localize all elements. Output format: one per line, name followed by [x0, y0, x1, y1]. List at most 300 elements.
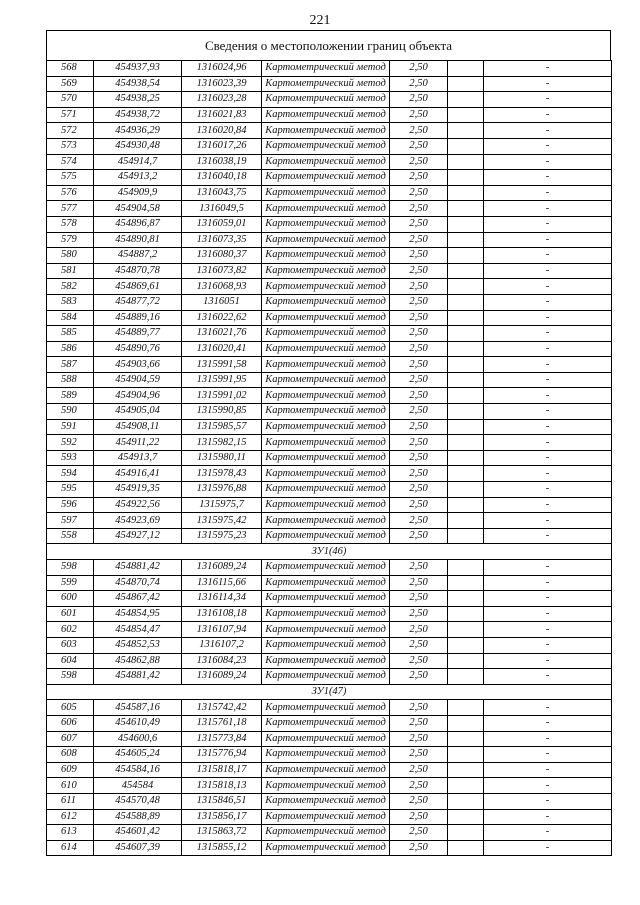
- y-coordinate-cell: 1316059,01: [182, 216, 262, 232]
- note-cell: -: [484, 637, 612, 653]
- y-coordinate-cell: 1316024,96: [182, 61, 262, 77]
- accuracy-cell: 2,50: [390, 731, 448, 747]
- method-cell: Картометрический метод: [262, 450, 390, 466]
- empty-cell: [448, 107, 484, 123]
- note-cell: -: [484, 700, 612, 716]
- table-row: [47, 185, 612, 201]
- x-coordinate-cell: 454607,39: [94, 840, 182, 856]
- method-cell: Картометрический метод: [262, 294, 390, 310]
- y-coordinate-cell: 1315990,85: [182, 404, 262, 420]
- empty-cell: [448, 606, 484, 622]
- y-coordinate-cell: 1315776,94: [182, 747, 262, 763]
- table-row: [47, 123, 612, 139]
- point-number-cell: 613: [47, 825, 94, 841]
- empty-cell: [448, 357, 484, 373]
- table-row: [47, 201, 612, 217]
- point-number-cell: 585: [47, 326, 94, 342]
- note-cell: -: [484, 294, 612, 310]
- y-coordinate-cell: 1316017,26: [182, 138, 262, 154]
- empty-cell: [448, 232, 484, 248]
- table-row: [47, 731, 612, 747]
- point-number-cell: 581: [47, 263, 94, 279]
- y-coordinate-cell: 1315975,23: [182, 528, 262, 544]
- note-cell: -: [484, 497, 612, 513]
- accuracy-cell: 2,50: [390, 216, 448, 232]
- section-row: [47, 544, 612, 560]
- x-coordinate-cell: 454570,48: [94, 793, 182, 809]
- boundary-table-sheet: [46, 30, 611, 856]
- note-cell: -: [484, 809, 612, 825]
- method-cell: Картометрический метод: [262, 419, 390, 435]
- note-cell: -: [484, 591, 612, 607]
- x-coordinate-cell: 454867,42: [94, 591, 182, 607]
- note-cell: -: [484, 622, 612, 638]
- accuracy-cell: 2,50: [390, 466, 448, 482]
- x-coordinate-cell: 454904,58: [94, 201, 182, 217]
- note-cell: -: [484, 154, 612, 170]
- table-row: [47, 310, 612, 326]
- accuracy-cell: 2,50: [390, 154, 448, 170]
- point-number-cell: 608: [47, 747, 94, 763]
- x-coordinate-cell: 454938,25: [94, 92, 182, 108]
- x-coordinate-cell: 454937,93: [94, 61, 182, 77]
- point-number-cell: 573: [47, 138, 94, 154]
- point-number-cell: 594: [47, 466, 94, 482]
- point-number-cell: 607: [47, 731, 94, 747]
- y-coordinate-cell: 1316021,83: [182, 107, 262, 123]
- point-number-cell: 572: [47, 123, 94, 139]
- table-row: [47, 700, 612, 716]
- point-number-cell: 593: [47, 450, 94, 466]
- y-coordinate-cell: 1315978,43: [182, 466, 262, 482]
- empty-cell: [448, 575, 484, 591]
- x-coordinate-cell: 454881,42: [94, 669, 182, 685]
- y-coordinate-cell: 1316089,24: [182, 560, 262, 576]
- point-number-cell: 582: [47, 279, 94, 295]
- x-coordinate-cell: 454862,88: [94, 653, 182, 669]
- table-title: Сведения о местоположении границ объекта: [46, 30, 611, 60]
- method-cell: Картометрический метод: [262, 248, 390, 264]
- accuracy-cell: 2,50: [390, 263, 448, 279]
- empty-cell: [448, 731, 484, 747]
- method-cell: Картометрический метод: [262, 154, 390, 170]
- empty-cell: [448, 372, 484, 388]
- note-cell: -: [484, 825, 612, 841]
- note-cell: -: [484, 762, 612, 778]
- point-number-cell: 592: [47, 435, 94, 451]
- method-cell: Картометрический метод: [262, 76, 390, 92]
- x-coordinate-cell: 454605,24: [94, 747, 182, 763]
- point-number-cell: 588: [47, 372, 94, 388]
- empty-cell: [448, 513, 484, 529]
- table-row: [47, 809, 612, 825]
- table-row: [47, 715, 612, 731]
- accuracy-cell: 2,50: [390, 294, 448, 310]
- table-row: [47, 216, 612, 232]
- y-coordinate-cell: 1315863,72: [182, 825, 262, 841]
- method-cell: Картометрический метод: [262, 528, 390, 544]
- y-coordinate-cell: 1315761,18: [182, 715, 262, 731]
- method-cell: Картометрический метод: [262, 388, 390, 404]
- y-coordinate-cell: 1315975,42: [182, 513, 262, 529]
- table-row: [47, 793, 612, 809]
- x-coordinate-cell: 454914,7: [94, 154, 182, 170]
- empty-cell: [448, 622, 484, 638]
- table-row: [47, 76, 612, 92]
- empty-cell: [448, 263, 484, 279]
- x-coordinate-cell: 454584: [94, 778, 182, 794]
- empty-cell: [448, 450, 484, 466]
- note-cell: -: [484, 528, 612, 544]
- accuracy-cell: 2,50: [390, 92, 448, 108]
- y-coordinate-cell: 1315991,02: [182, 388, 262, 404]
- empty-cell: [448, 419, 484, 435]
- x-coordinate-cell: 454587,16: [94, 700, 182, 716]
- point-number-cell: 600: [47, 591, 94, 607]
- x-coordinate-cell: 454909,9: [94, 185, 182, 201]
- y-coordinate-cell: 1315855,12: [182, 840, 262, 856]
- empty-cell: [448, 653, 484, 669]
- point-number-cell: 598: [47, 669, 94, 685]
- y-coordinate-cell: 1315773,84: [182, 731, 262, 747]
- empty-cell: [448, 185, 484, 201]
- method-cell: Картометрический метод: [262, 185, 390, 201]
- note-cell: -: [484, 326, 612, 342]
- x-coordinate-cell: 454600,6: [94, 731, 182, 747]
- method-cell: Картометрический метод: [262, 404, 390, 420]
- empty-cell: [448, 326, 484, 342]
- y-coordinate-cell: 1315846,51: [182, 793, 262, 809]
- note-cell: -: [484, 201, 612, 217]
- y-coordinate-cell: 1315742,42: [182, 700, 262, 716]
- accuracy-cell: 2,50: [390, 778, 448, 794]
- empty-cell: [448, 341, 484, 357]
- table-row: [47, 840, 612, 856]
- point-number-cell: 601: [47, 606, 94, 622]
- y-coordinate-cell: 1316023,39: [182, 76, 262, 92]
- point-number-cell: 590: [47, 404, 94, 420]
- x-coordinate-cell: 454938,54: [94, 76, 182, 92]
- x-coordinate-cell: 454887,2: [94, 248, 182, 264]
- y-coordinate-cell: 1315991,58: [182, 357, 262, 373]
- accuracy-cell: 2,50: [390, 310, 448, 326]
- method-cell: Картометрический метод: [262, 232, 390, 248]
- note-cell: -: [484, 731, 612, 747]
- y-coordinate-cell: 1315975,7: [182, 497, 262, 513]
- empty-cell: [448, 482, 484, 498]
- method-cell: Картометрический метод: [262, 840, 390, 856]
- table-row: [47, 388, 612, 404]
- method-cell: Картометрический метод: [262, 372, 390, 388]
- point-number-cell: 598: [47, 560, 94, 576]
- point-number-cell: 575: [47, 170, 94, 186]
- note-cell: -: [484, 404, 612, 420]
- method-cell: Картометрический метод: [262, 435, 390, 451]
- empty-cell: [448, 715, 484, 731]
- x-coordinate-cell: 454890,76: [94, 341, 182, 357]
- point-number-cell: 580: [47, 248, 94, 264]
- accuracy-cell: 2,50: [390, 123, 448, 139]
- note-cell: -: [484, 466, 612, 482]
- empty-cell: [448, 201, 484, 217]
- empty-cell: [448, 123, 484, 139]
- table-row: [47, 232, 612, 248]
- section-label: ЗУ1(46): [47, 544, 612, 560]
- table-row: [47, 404, 612, 420]
- note-cell: -: [484, 840, 612, 856]
- empty-cell: [448, 825, 484, 841]
- x-coordinate-cell: 454870,78: [94, 263, 182, 279]
- note-cell: -: [484, 279, 612, 295]
- method-cell: Картометрический метод: [262, 216, 390, 232]
- y-coordinate-cell: 1316021,76: [182, 326, 262, 342]
- note-cell: -: [484, 123, 612, 139]
- method-cell: Картометрический метод: [262, 731, 390, 747]
- method-cell: Картометрический метод: [262, 92, 390, 108]
- note-cell: -: [484, 216, 612, 232]
- empty-cell: [448, 560, 484, 576]
- method-cell: Картометрический метод: [262, 560, 390, 576]
- method-cell: Картометрический метод: [262, 123, 390, 139]
- table-row: [47, 591, 612, 607]
- point-number-cell: 569: [47, 76, 94, 92]
- method-cell: Картометрический метод: [262, 482, 390, 498]
- point-number-cell: 614: [47, 840, 94, 856]
- accuracy-cell: 2,50: [390, 528, 448, 544]
- point-number-cell: 606: [47, 715, 94, 731]
- accuracy-cell: 2,50: [390, 762, 448, 778]
- method-cell: Картометрический метод: [262, 809, 390, 825]
- empty-cell: [448, 138, 484, 154]
- x-coordinate-cell: 454588,89: [94, 809, 182, 825]
- empty-cell: [448, 76, 484, 92]
- note-cell: -: [484, 357, 612, 373]
- method-cell: Картометрический метод: [262, 341, 390, 357]
- method-cell: Картометрический метод: [262, 575, 390, 591]
- x-coordinate-cell: 454601,42: [94, 825, 182, 841]
- note-cell: -: [484, 747, 612, 763]
- note-cell: -: [484, 372, 612, 388]
- table-row: [47, 513, 612, 529]
- table-row: [47, 61, 612, 77]
- empty-cell: [448, 762, 484, 778]
- y-coordinate-cell: 1316108,18: [182, 606, 262, 622]
- empty-cell: [448, 170, 484, 186]
- empty-cell: [448, 778, 484, 794]
- empty-cell: [448, 528, 484, 544]
- point-number-cell: 586: [47, 341, 94, 357]
- note-cell: -: [484, 341, 612, 357]
- table-row: [47, 450, 612, 466]
- accuracy-cell: 2,50: [390, 715, 448, 731]
- empty-cell: [448, 497, 484, 513]
- table-row: [47, 341, 612, 357]
- point-number-cell: 604: [47, 653, 94, 669]
- empty-cell: [448, 154, 484, 170]
- point-number-cell: 578: [47, 216, 94, 232]
- table-row: [47, 497, 612, 513]
- accuracy-cell: 2,50: [390, 61, 448, 77]
- empty-cell: [448, 700, 484, 716]
- note-cell: -: [484, 232, 612, 248]
- y-coordinate-cell: 1315818,17: [182, 762, 262, 778]
- y-coordinate-cell: 1315818,13: [182, 778, 262, 794]
- y-coordinate-cell: 1315985,57: [182, 419, 262, 435]
- table-row: [47, 279, 612, 295]
- x-coordinate-cell: 454854,47: [94, 622, 182, 638]
- accuracy-cell: 2,50: [390, 341, 448, 357]
- method-cell: Картометрический метод: [262, 310, 390, 326]
- x-coordinate-cell: 454903,66: [94, 357, 182, 373]
- point-number-cell: 612: [47, 809, 94, 825]
- accuracy-cell: 2,50: [390, 591, 448, 607]
- method-cell: Картометрический метод: [262, 466, 390, 482]
- table-row: [47, 606, 612, 622]
- y-coordinate-cell: 1316073,82: [182, 263, 262, 279]
- accuracy-cell: 2,50: [390, 326, 448, 342]
- note-cell: -: [484, 185, 612, 201]
- method-cell: Картометрический метод: [262, 778, 390, 794]
- method-cell: Картометрический метод: [262, 825, 390, 841]
- empty-cell: [448, 310, 484, 326]
- note-cell: -: [484, 513, 612, 529]
- x-coordinate-cell: 454869,61: [94, 279, 182, 295]
- x-coordinate-cell: 454904,59: [94, 372, 182, 388]
- x-coordinate-cell: 454889,16: [94, 310, 182, 326]
- table-row: [47, 435, 612, 451]
- x-coordinate-cell: 454908,11: [94, 419, 182, 435]
- x-coordinate-cell: 454922,56: [94, 497, 182, 513]
- section-label: ЗУ1(47): [47, 684, 612, 700]
- y-coordinate-cell: 1316051: [182, 294, 262, 310]
- method-cell: Картометрический метод: [262, 326, 390, 342]
- table-row: [47, 653, 612, 669]
- x-coordinate-cell: 454913,2: [94, 170, 182, 186]
- y-coordinate-cell: 1316038,19: [182, 154, 262, 170]
- accuracy-cell: 2,50: [390, 248, 448, 264]
- y-coordinate-cell: 1316084,23: [182, 653, 262, 669]
- method-cell: Картометрический метод: [262, 747, 390, 763]
- accuracy-cell: 2,50: [390, 170, 448, 186]
- accuracy-cell: 2,50: [390, 185, 448, 201]
- method-cell: Картометрический метод: [262, 622, 390, 638]
- point-number-cell: 570: [47, 92, 94, 108]
- accuracy-cell: 2,50: [390, 279, 448, 295]
- x-coordinate-cell: 454610,49: [94, 715, 182, 731]
- point-number-cell: 583: [47, 294, 94, 310]
- method-cell: Картометрический метод: [262, 637, 390, 653]
- x-coordinate-cell: 454930,48: [94, 138, 182, 154]
- accuracy-cell: 2,50: [390, 497, 448, 513]
- point-number-cell: 595: [47, 482, 94, 498]
- table-row: [47, 622, 612, 638]
- table-row: [47, 170, 612, 186]
- note-cell: -: [484, 107, 612, 123]
- note-cell: -: [484, 435, 612, 451]
- accuracy-cell: 2,50: [390, 107, 448, 123]
- empty-cell: [448, 61, 484, 77]
- table-row: [47, 138, 612, 154]
- x-coordinate-cell: 454911,22: [94, 435, 182, 451]
- empty-cell: [448, 388, 484, 404]
- table-row: [47, 92, 612, 108]
- method-cell: Картометрический метод: [262, 357, 390, 373]
- point-number-cell: 568: [47, 61, 94, 77]
- accuracy-cell: 2,50: [390, 840, 448, 856]
- table-row: [47, 528, 612, 544]
- point-number-cell: 597: [47, 513, 94, 529]
- accuracy-cell: 2,50: [390, 793, 448, 809]
- y-coordinate-cell: 1315991,95: [182, 372, 262, 388]
- method-cell: Картометрический метод: [262, 669, 390, 685]
- method-cell: Картометрический метод: [262, 138, 390, 154]
- y-coordinate-cell: 1316107,2: [182, 637, 262, 653]
- method-cell: Картометрический метод: [262, 715, 390, 731]
- empty-cell: [448, 637, 484, 653]
- empty-cell: [448, 840, 484, 856]
- x-coordinate-cell: 454923,69: [94, 513, 182, 529]
- note-cell: -: [484, 61, 612, 77]
- y-coordinate-cell: 1316040,18: [182, 170, 262, 186]
- y-coordinate-cell: 1316020,84: [182, 123, 262, 139]
- x-coordinate-cell: 454919,35: [94, 482, 182, 498]
- empty-cell: [448, 92, 484, 108]
- note-cell: -: [484, 450, 612, 466]
- x-coordinate-cell: 454938,72: [94, 107, 182, 123]
- accuracy-cell: 2,50: [390, 606, 448, 622]
- accuracy-cell: 2,50: [390, 404, 448, 420]
- accuracy-cell: 2,50: [390, 669, 448, 685]
- accuracy-cell: 2,50: [390, 450, 448, 466]
- point-number-cell: 605: [47, 700, 94, 716]
- note-cell: -: [484, 715, 612, 731]
- y-coordinate-cell: 1316073,35: [182, 232, 262, 248]
- point-number-cell: 610: [47, 778, 94, 794]
- note-cell: -: [484, 248, 612, 264]
- point-number-cell: 609: [47, 762, 94, 778]
- x-coordinate-cell: 454870,74: [94, 575, 182, 591]
- point-number-cell: 611: [47, 793, 94, 809]
- accuracy-cell: 2,50: [390, 747, 448, 763]
- y-coordinate-cell: 1316068,93: [182, 279, 262, 295]
- x-coordinate-cell: 454584,16: [94, 762, 182, 778]
- accuracy-cell: 2,50: [390, 513, 448, 529]
- empty-cell: [448, 591, 484, 607]
- accuracy-cell: 2,50: [390, 482, 448, 498]
- accuracy-cell: 2,50: [390, 637, 448, 653]
- method-cell: Картометрический метод: [262, 279, 390, 295]
- empty-cell: [448, 404, 484, 420]
- method-cell: Картометрический метод: [262, 201, 390, 217]
- empty-cell: [448, 435, 484, 451]
- y-coordinate-cell: 1316049,5: [182, 201, 262, 217]
- note-cell: -: [484, 575, 612, 591]
- empty-cell: [448, 466, 484, 482]
- method-cell: Картометрический метод: [262, 497, 390, 513]
- x-coordinate-cell: 454852,53: [94, 637, 182, 653]
- point-number-cell: 577: [47, 201, 94, 217]
- point-number-cell: 596: [47, 497, 94, 513]
- y-coordinate-cell: 1316020,41: [182, 341, 262, 357]
- empty-cell: [448, 793, 484, 809]
- accuracy-cell: 2,50: [390, 357, 448, 373]
- x-coordinate-cell: 454905,04: [94, 404, 182, 420]
- accuracy-cell: 2,50: [390, 560, 448, 576]
- method-cell: Картометрический метод: [262, 591, 390, 607]
- accuracy-cell: 2,50: [390, 653, 448, 669]
- table-row: [47, 482, 612, 498]
- table-row: [47, 825, 612, 841]
